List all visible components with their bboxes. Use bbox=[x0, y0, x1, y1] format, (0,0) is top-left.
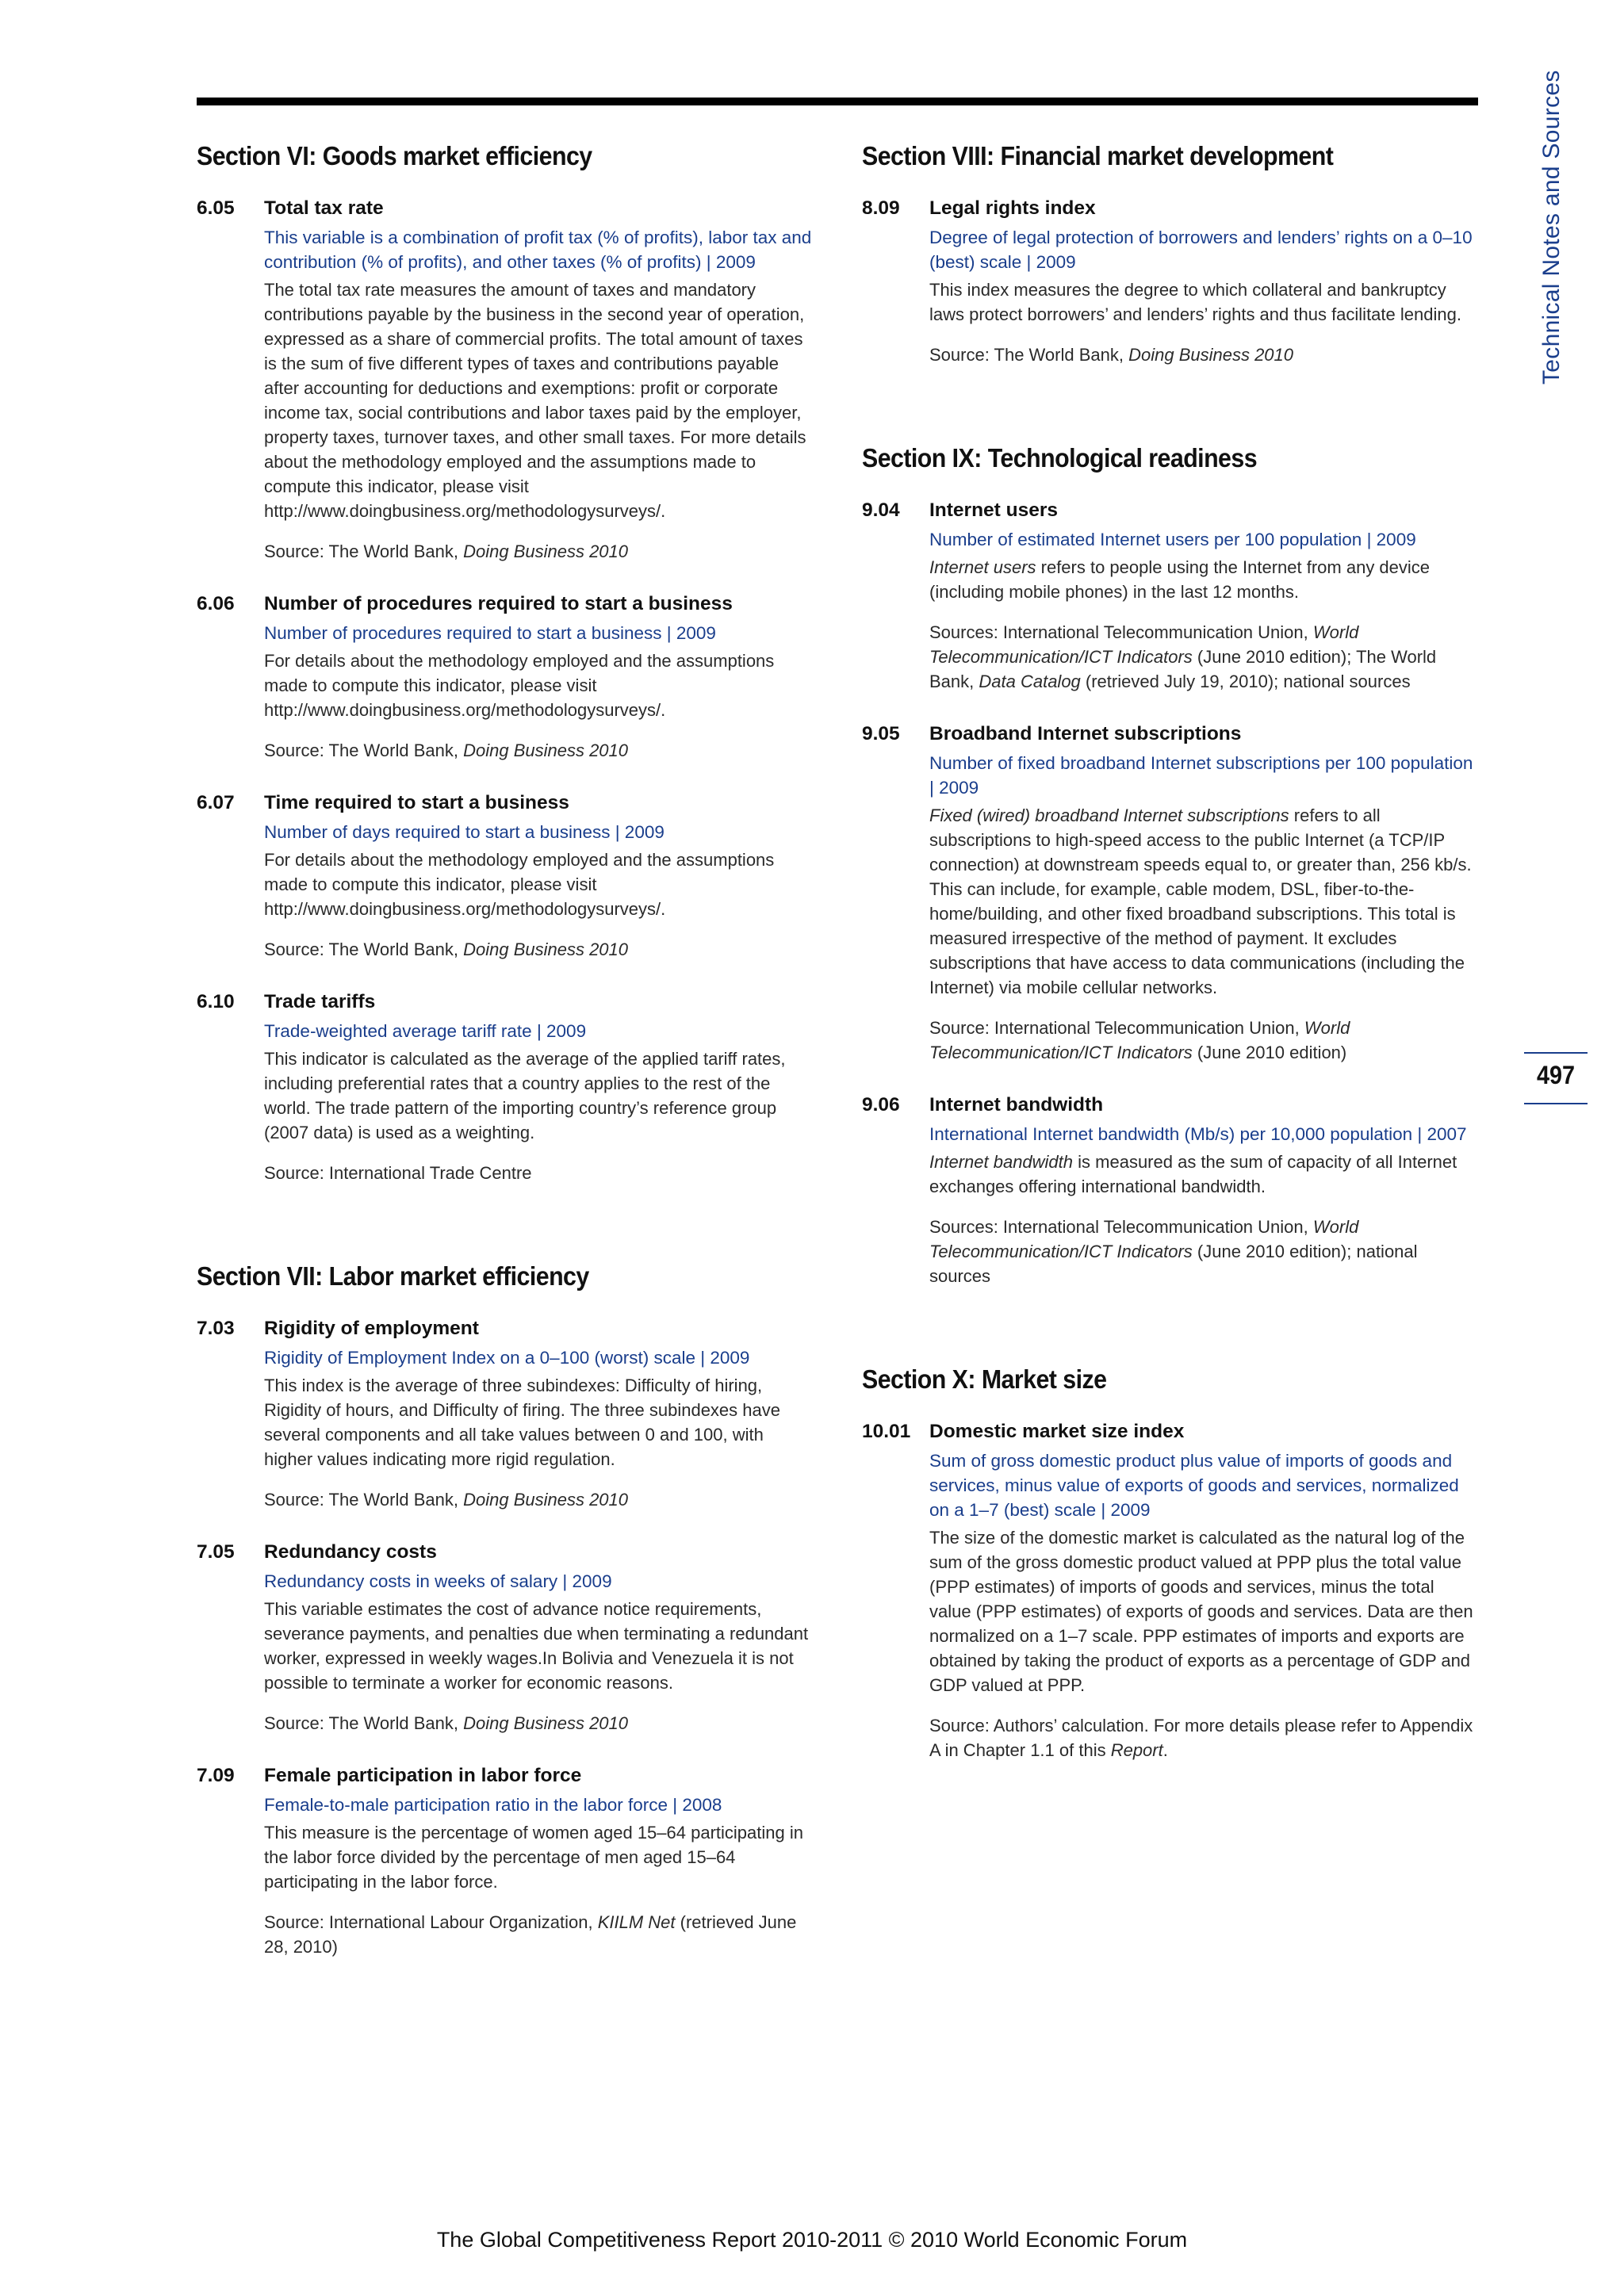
entry-definition: International Internet bandwidth (Mb/s) per 10,000 population | 2007 bbox=[929, 1124, 1467, 1144]
entry-source bbox=[929, 1016, 1480, 1065]
entry-definition: Trade-weighted average tariff rate | 2009 bbox=[264, 1021, 587, 1041]
entry-number: 10.01 bbox=[862, 1421, 911, 1442]
entry-number: 7.05 bbox=[197, 1541, 235, 1563]
entry-title: Internet bandwidth bbox=[929, 1094, 1104, 1115]
entry-source bbox=[264, 1910, 815, 1959]
entry-source bbox=[264, 738, 815, 763]
source-text-end: (retrieved July 19, 2010); national sources bbox=[1080, 672, 1411, 691]
entry-source bbox=[929, 342, 1480, 367]
entry-source bbox=[264, 1161, 815, 1185]
section-title: Section VIII: Financial market development bbox=[862, 141, 1334, 170]
source-title: Doing Business 2010 bbox=[463, 541, 629, 561]
entry-6-06 bbox=[197, 592, 815, 763]
entry-source bbox=[264, 937, 815, 962]
entry-definition: This variable is a combination of profit tax (% of profits), labor tax and contribution (% of profits), and other taxes (% of profits) | 2009 bbox=[264, 228, 812, 272]
entry-9-05 bbox=[862, 722, 1480, 1065]
entry-definition: Number of days required to start a business | 2009 bbox=[264, 822, 665, 842]
entry-definition: Number of estimated Internet users per 100 population | 2009 bbox=[929, 530, 1416, 549]
source-title: Doing Business 2010 bbox=[463, 939, 629, 959]
entry-description: This index measures the degree to which collateral and bankruptcy laws protect borrowers’ and lenders’ rights and thus facilitate lending. bbox=[929, 280, 1461, 324]
source-text: Source: The World Bank, bbox=[264, 1490, 464, 1510]
entry-description bbox=[929, 803, 1480, 1000]
entry-7-05 bbox=[197, 1540, 815, 1735]
page-number: 497 bbox=[1536, 1061, 1576, 1089]
section-vii bbox=[197, 1261, 815, 1959]
entry-definition: Number of fixed broadband Internet subscriptions per 100 population | 2009 bbox=[929, 753, 1473, 798]
entry-7-03 bbox=[197, 1317, 815, 1512]
section-ix bbox=[862, 443, 1480, 1288]
entry-number: 7.09 bbox=[197, 1765, 235, 1786]
entry-description: For details about the methodology employed and the assumptions made to compute this indicator, please visit http://www.doingbusiness.org/methodologysurveys/. bbox=[264, 850, 775, 919]
entry-title: Broadband Internet subscriptions bbox=[929, 723, 1242, 744]
entry-8-09 bbox=[862, 197, 1480, 367]
description-text: is measured as the sum of capacity of all Internet exchanges offering international bandwidth. bbox=[929, 1152, 1457, 1196]
source-text-end: (June 2010 edition) bbox=[1192, 1043, 1347, 1062]
entry-6-10 bbox=[197, 990, 815, 1185]
entry-9-06 bbox=[862, 1093, 1480, 1288]
section-title: Section X: Market size bbox=[862, 1364, 1107, 1394]
description-term: Internet bandwidth bbox=[929, 1152, 1074, 1172]
section-title: Section VII: Labor market efficiency bbox=[197, 1261, 589, 1291]
entry-description: This index is the average of three subindexes: Difficulty of hiring, Rigidity of hours, and Difficulty of firing. The three subindexes have several components and all take values between 0 and 100, with higher values indicating more rigid regulation. bbox=[264, 1376, 780, 1469]
source-text-end: (June 2010 edition); national sources bbox=[929, 1242, 1418, 1286]
entry-number: 9.06 bbox=[862, 1094, 900, 1115]
entry-number: 6.07 bbox=[197, 792, 235, 813]
entry-definition: Number of procedures required to start a business | 2009 bbox=[264, 623, 716, 643]
source-text: Source: Authors’ calculation. For more details please refer to Appendix A in Chapter 1.1 of this bbox=[929, 1716, 1473, 1760]
entry-description bbox=[929, 555, 1480, 604]
entry-description: For details about the methodology employed and the assumptions made to compute this indicator, please visit http://www.doingbusiness.org/methodologysurveys/. bbox=[264, 651, 775, 720]
page-number-rule-bottom bbox=[1524, 1103, 1588, 1104]
source-title: Doing Business 2010 bbox=[463, 740, 629, 760]
section-x bbox=[862, 1364, 1480, 1762]
entry-source bbox=[264, 539, 815, 564]
entry-title: Total tax rate bbox=[264, 197, 384, 219]
description-text: refers to people using the Internet from any device (including mobile phones) in the last 12 months. bbox=[929, 557, 1431, 602]
entry-number: 7.03 bbox=[197, 1318, 235, 1339]
entry-title: Legal rights index bbox=[929, 197, 1096, 219]
source-title: World Telecommunication/ICT Indicators bbox=[929, 1217, 1359, 1261]
entry-number: 6.10 bbox=[197, 991, 235, 1012]
entry-definition: Rigidity of Employment Index on a 0–100 (worst) scale | 2009 bbox=[264, 1348, 750, 1368]
source-title: Report bbox=[1110, 1740, 1163, 1760]
page-footer: The Global Competitiveness Report 2010-2011 © 2010 World Economic Forum bbox=[436, 2228, 1188, 2252]
entry-description: This variable estimates the cost of advance notice requirements, severance payments, and penalties due when terminating a redundant worker, expressed in weekly wages.In Bolivia and Venezuela it is not possible to terminate a worker for economic reasons. bbox=[264, 1599, 809, 1693]
source-text: Source: The World Bank, bbox=[264, 740, 464, 760]
source-text: Source: International Telecommunication Union, bbox=[929, 1018, 1304, 1038]
section-title: Section VI: Goods market efficiency bbox=[197, 141, 592, 170]
entry-definition: Sum of gross domestic product plus value of imports of goods and services, minus value of exports of goods and services, normalized on a 1–7 (best) scale | 2009 bbox=[929, 1451, 1459, 1520]
source-text: Source: The World Bank, bbox=[264, 541, 464, 561]
source-text: Source: International Labour Organization, bbox=[264, 1912, 598, 1932]
entry-7-09 bbox=[197, 1764, 815, 1959]
entry-number: 6.05 bbox=[197, 197, 235, 219]
source-title: World Telecommunication/ICT Indicators bbox=[929, 622, 1359, 667]
entry-source bbox=[929, 1713, 1480, 1762]
entry-source bbox=[929, 620, 1480, 694]
left-column bbox=[197, 141, 815, 2035]
entry-source bbox=[264, 1711, 815, 1735]
entry-number: 8.09 bbox=[862, 197, 900, 219]
page-number-rule-top bbox=[1524, 1052, 1588, 1054]
section-title: Section IX: Technological readiness bbox=[862, 443, 1258, 473]
entry-source bbox=[264, 1487, 815, 1512]
description-text: refers to all subscriptions to high-speed access to the public Internet (a TCP/IP connection) at downstream speeds equal to, or greater than, 256 kb/s. This can include, for example, cable modem, DSL, fiber-to-the-home/building, and other fixed broadband subscriptions. This total is measured irrespective of the method of payment. It excludes subscriptions that have access to data communications (including the Internet) via mobile cellular networks. bbox=[929, 806, 1472, 997]
entry-title: Female participation in labor force bbox=[264, 1765, 582, 1786]
section-vi bbox=[197, 141, 815, 1185]
source-title: World Telecommunication/ICT Indicators bbox=[929, 1018, 1350, 1062]
entry-description: The total tax rate measures the amount of taxes and mandatory contributions payable by the business in the second year of operation, expressed as a share of commercial profits. The total amount of taxes is the sum of five different types of taxes and contributions payable after accounting for deductions and exemptions: profit or corporate income tax, social contributions and labor taxes paid by the employer, property taxes, turnover taxes, and other small taxes. For more details about the methodology employed and the assumptions made to compute this indicator, please visit http://www.doingbusiness.org/methodologysurveys/. bbox=[264, 280, 806, 521]
entry-9-04 bbox=[862, 499, 1480, 694]
source-text-mid: (June 2010 edition); The World Bank, bbox=[929, 647, 1437, 691]
entry-description bbox=[929, 1150, 1480, 1199]
entry-source bbox=[929, 1215, 1480, 1288]
source-text: Sources: International Telecommunication Union, bbox=[929, 1217, 1313, 1237]
source-title-2: Data Catalog bbox=[979, 672, 1081, 691]
entry-6-07 bbox=[197, 791, 815, 962]
entry-description: This measure is the percentage of women aged 15–64 participating in the labor force divided by the percentage of men aged 15–64 participating in the labor force. bbox=[264, 1823, 803, 1892]
entry-description: The size of the domestic market is calculated as the natural log of the sum of the gross domestic product valued at PPP plus the total value (PPP estimates) of imports of goods and services, minus the total value (PPP estimates) of exports of goods and services. Data are then normalized on a 1–7 scale. PPP estimates of imports and exports are obtained by taking the product of exports as a percentage of GDP and GDP valued at PPP. bbox=[929, 1528, 1473, 1695]
description-term: Internet users bbox=[929, 557, 1036, 577]
entry-title: Trade tariffs bbox=[264, 991, 376, 1012]
entry-title: Redundancy costs bbox=[264, 1541, 437, 1563]
side-running-title: Technical Notes and Sources bbox=[1538, 70, 1565, 385]
section-viii bbox=[862, 141, 1480, 367]
source-title: KIILM Net bbox=[597, 1912, 676, 1932]
entry-description: This indicator is calculated as the average of the applied tariff rates, including preferential rates that a country applies to the rest of the world. The trade pattern of the importing country’s reference group (2007 data) is used as a weighting. bbox=[264, 1049, 786, 1142]
description-term: Fixed (wired) broadband Internet subscriptions bbox=[929, 806, 1289, 825]
entry-definition: Degree of legal protection of borrowers and lenders’ rights on a 0–10 (best) scale | 2009 bbox=[929, 228, 1473, 272]
entry-10-01 bbox=[862, 1420, 1480, 1762]
source-title: Doing Business 2010 bbox=[463, 1713, 629, 1733]
source-title: Doing Business 2010 bbox=[463, 1490, 629, 1510]
source-text: Source: International Trade Centre bbox=[264, 1163, 532, 1183]
top-rule bbox=[197, 98, 1478, 105]
entry-number: 9.04 bbox=[862, 499, 900, 521]
entry-title: Time required to start a business bbox=[264, 792, 569, 813]
entry-6-05 bbox=[197, 197, 815, 564]
source-text: Source: The World Bank, bbox=[929, 345, 1129, 365]
source-text: Source: The World Bank, bbox=[264, 1713, 464, 1733]
source-title: Doing Business 2010 bbox=[1128, 345, 1294, 365]
entry-definition: Female-to-male participation ratio in the labor force | 2008 bbox=[264, 1795, 722, 1815]
entry-title: Number of procedures required to start a business bbox=[264, 593, 733, 614]
entry-number: 6.06 bbox=[197, 593, 235, 614]
entry-title: Internet users bbox=[929, 499, 1059, 521]
entry-definition: Redundancy costs in weeks of salary | 2009 bbox=[264, 1571, 612, 1591]
source-text-end: (retrieved June 28, 2010) bbox=[264, 1912, 797, 1957]
right-column bbox=[862, 141, 1480, 1839]
entry-number: 9.05 bbox=[862, 723, 900, 744]
entry-title: Rigidity of employment bbox=[264, 1318, 479, 1339]
source-text: Sources: International Telecommunication Union, bbox=[929, 622, 1313, 642]
entry-title: Domestic market size index bbox=[929, 1421, 1185, 1442]
source-text: Source: The World Bank, bbox=[264, 939, 464, 959]
source-text-end: . bbox=[1162, 1740, 1168, 1760]
